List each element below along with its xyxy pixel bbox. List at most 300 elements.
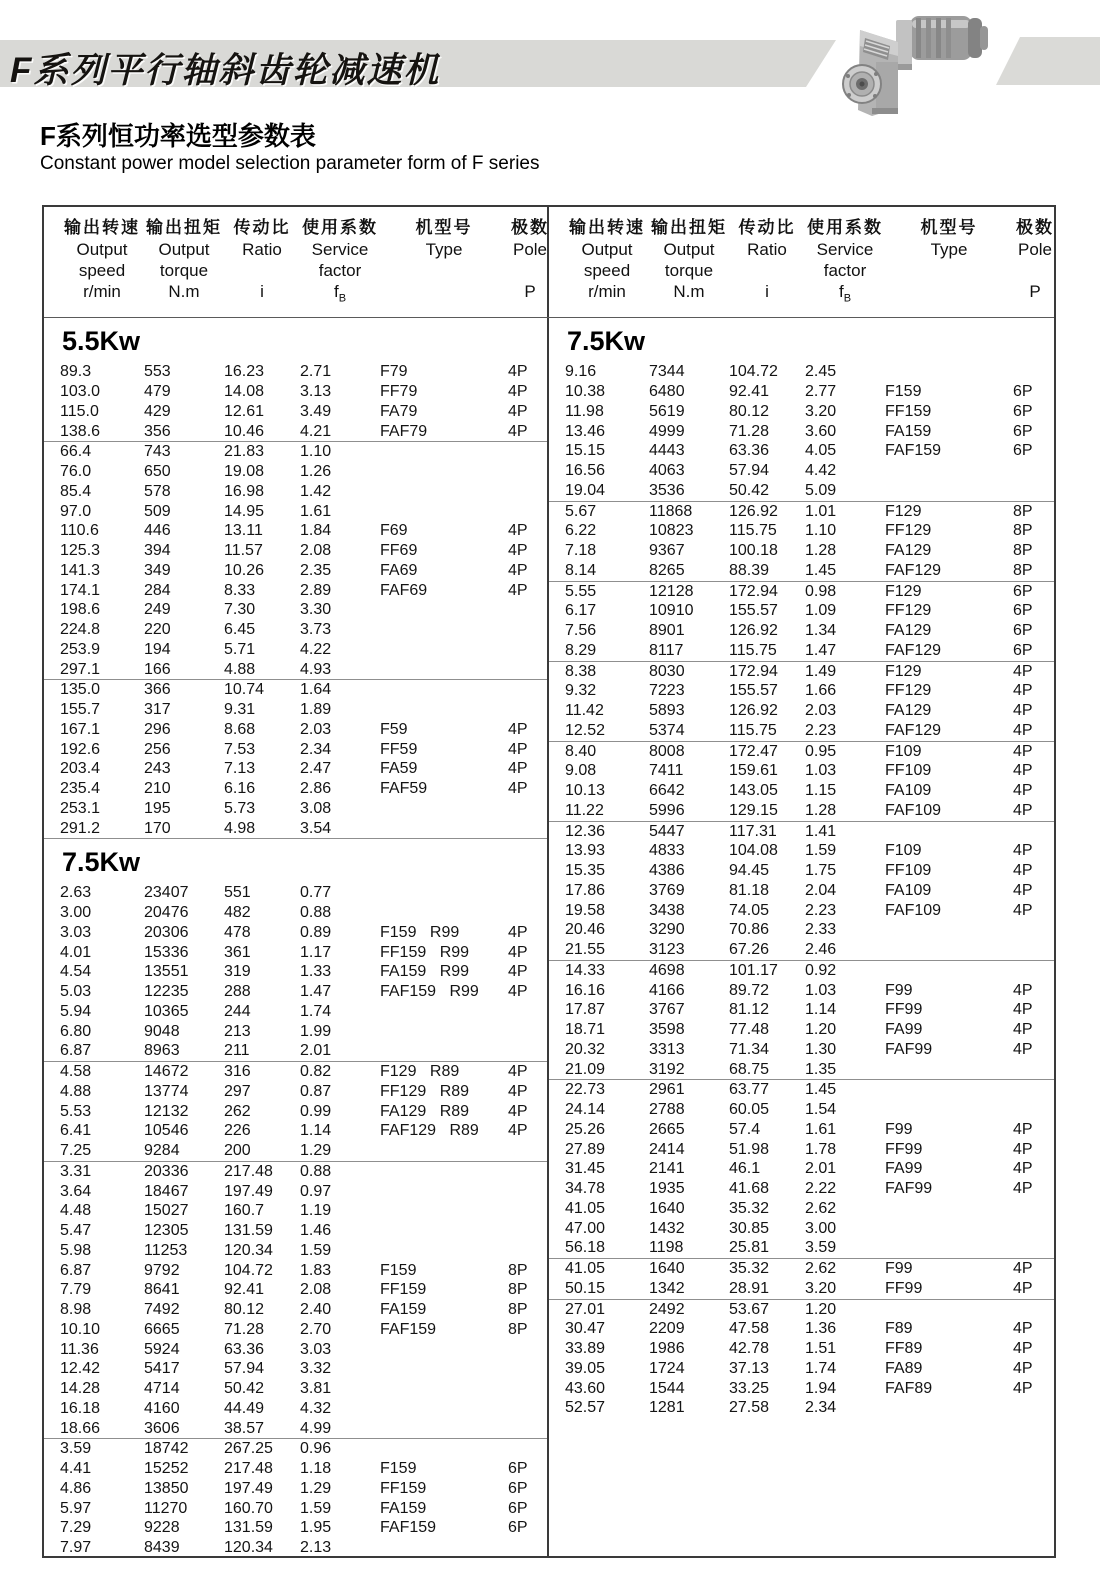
output-speed-value: 4.54 (60, 963, 92, 981)
pole-value (508, 1439, 549, 1459)
pole-value (1013, 481, 1054, 501)
type-value: FAF159 (380, 1320, 437, 1338)
column-header-en (224, 260, 300, 281)
output-speed-value: 3.31 (60, 1162, 92, 1180)
service-factor-value: 2.62 (805, 1199, 837, 1217)
column-header-zh: 使用系数 (807, 218, 883, 237)
column-header-unit: $f_B$ (333, 282, 347, 305)
service-factor-value: 3.30 (300, 601, 332, 619)
pole-value (1013, 1080, 1054, 1100)
column-header-unit: P (1029, 282, 1041, 301)
output-torque-value: 509 (144, 502, 171, 520)
output-speed-value: 8.38 (565, 662, 597, 680)
type-value: F89 (885, 1320, 913, 1338)
pole-value (1013, 362, 1054, 382)
output-torque-value: 7492 (144, 1301, 180, 1319)
pole-value: 8P (508, 1320, 528, 1338)
output-torque-value: 394 (144, 542, 171, 560)
service-factor-value: 3.20 (805, 402, 837, 420)
output-speed-value: 4.58 (60, 1063, 92, 1081)
pole-value: 6P (1013, 602, 1033, 620)
service-factor-value: 2.71 (300, 363, 332, 381)
type-value: FA129 R89 (380, 1102, 470, 1120)
pole-value (1013, 1060, 1054, 1080)
pole-value: 8P (1013, 502, 1033, 520)
output-speed-value: 167.1 (60, 720, 101, 738)
output-speed-value: 66.4 (60, 443, 92, 461)
type-value: FF159 (380, 1281, 427, 1299)
data-block (44, 883, 547, 1061)
pole-value: 4P (508, 983, 528, 1001)
service-factor-value: 2.23 (805, 901, 837, 919)
column-header-en (508, 260, 552, 281)
ratio-value: 57.94 (224, 1360, 265, 1378)
type-value: FF129 (885, 682, 932, 700)
ratio-value: 4.98 (224, 819, 256, 837)
column-header-factor (805, 217, 885, 309)
type-value: FF109 (885, 862, 932, 880)
service-factor-value: 3.13 (300, 383, 332, 401)
type-value (885, 1300, 1013, 1320)
service-factor-value: 2.46 (805, 941, 837, 959)
output-torque-value: 3769 (649, 881, 685, 899)
column-header-zh: 输出扭矩 (146, 218, 222, 237)
output-speed-value: 4.86 (60, 1479, 92, 1497)
output-speed-value: 16.18 (60, 1399, 101, 1417)
type-value: FA99 (885, 1160, 923, 1178)
column-header-en: Service (816, 240, 874, 259)
output-speed-value: 297.1 (60, 660, 101, 678)
ratio-value: 38.57 (224, 1419, 265, 1437)
output-torque-value: 20306 (144, 923, 189, 941)
pole-value (508, 1379, 549, 1399)
pole-value: 8P (1013, 522, 1033, 540)
service-factor-value: 3.60 (805, 422, 837, 440)
type-value: FAF109 (885, 801, 942, 819)
service-factor-value: 1.47 (805, 641, 837, 659)
service-factor-value: 1.45 (805, 1081, 837, 1099)
column-header-zh: 传动比 (738, 218, 796, 237)
output-speed-value: 13.46 (565, 422, 606, 440)
data-block (549, 661, 1054, 741)
type-value: FF129 (885, 602, 932, 620)
type-value: FAF129 (885, 641, 942, 659)
service-factor-value: 2.08 (300, 542, 332, 560)
ratio-value: 71.34 (729, 1040, 770, 1058)
service-factor-value: 1.01 (805, 502, 837, 520)
ratio-value: 211 (224, 1042, 250, 1060)
service-factor-value: 2.45 (805, 363, 837, 381)
output-speed-value: 8.14 (565, 561, 597, 579)
ratio-value: 7.53 (224, 740, 256, 758)
ratio-value: 6.16 (224, 780, 256, 798)
type-value: FA79 (380, 402, 418, 420)
output-torque-value: 6480 (649, 383, 685, 401)
output-speed-value: 6.87 (60, 1261, 92, 1279)
ratio-value: 117.31 (729, 822, 777, 840)
ratio-value: 551 (224, 884, 251, 902)
type-value: FA129 (885, 622, 932, 640)
output-speed-value: 10.10 (60, 1320, 101, 1338)
output-speed-value: 155.7 (60, 701, 101, 719)
output-torque-value: 8439 (144, 1539, 180, 1556)
output-speed-value: 198.6 (60, 601, 101, 619)
service-factor-value: 1.17 (300, 943, 332, 961)
output-torque-value: 11868 (649, 502, 693, 520)
data-block (44, 1161, 547, 1439)
type-value: FF129 (885, 522, 932, 540)
output-speed-value: 19.04 (565, 481, 606, 499)
ratio-value: 12.61 (224, 402, 265, 420)
output-torque-value: 3536 (649, 481, 685, 499)
type-value: FF89 (885, 1340, 923, 1358)
output-torque-value: 8963 (144, 1042, 180, 1060)
type-value (380, 1399, 508, 1419)
pole-value: 4P (508, 923, 528, 941)
pole-value: 4P (508, 720, 528, 738)
type-value: FF59 (380, 740, 418, 758)
service-factor-value: 3.59 (805, 1239, 837, 1257)
service-factor-value: 2.62 (805, 1260, 837, 1278)
pole-value (508, 1141, 549, 1161)
output-torque-value: 18467 (144, 1182, 189, 1200)
type-value (380, 1221, 508, 1241)
type-value (380, 660, 508, 680)
ratio-value: 126.92 (729, 622, 778, 640)
column-header-speed (60, 217, 144, 309)
type-value: F59 (380, 720, 408, 738)
type-value (380, 600, 508, 620)
output-speed-value: 3.00 (60, 904, 92, 922)
ratio-value: 131.59 (224, 1222, 273, 1240)
table-header-right (549, 207, 1054, 317)
type-value: FAF99 (885, 1180, 933, 1198)
pole-value (508, 600, 549, 620)
type-value (380, 799, 508, 819)
ratio-value: 7.30 (224, 601, 256, 619)
column-header-unit: N.m (673, 282, 705, 301)
ratio-value: 172.94 (729, 582, 778, 600)
output-speed-value: 16.16 (565, 981, 606, 999)
output-torque-value: 20336 (144, 1162, 189, 1180)
output-torque-value: 4166 (649, 981, 685, 999)
output-speed-value: 85.4 (60, 482, 92, 500)
service-factor-value: 2.40 (300, 1301, 332, 1319)
type-value: FA129 (885, 702, 932, 720)
pole-value (508, 462, 549, 482)
type-value (885, 920, 1013, 940)
column-header-zh: 机型号 (415, 218, 473, 237)
pole-value: 6P (1013, 422, 1033, 440)
output-torque-value: 15336 (144, 943, 189, 961)
type-value (380, 1439, 508, 1459)
pole-value (508, 903, 549, 923)
type-value (885, 1080, 1013, 1100)
pole-value: 4P (508, 943, 528, 961)
output-torque-value: 8008 (649, 742, 685, 760)
output-torque-value: 13850 (144, 1479, 189, 1497)
pole-value: 4P (1013, 1379, 1033, 1397)
ratio-value: 63.36 (224, 1340, 265, 1358)
service-factor-value: 1.66 (805, 682, 837, 700)
ratio-value: 288 (224, 983, 251, 1001)
ratio-value: 30.85 (729, 1219, 770, 1237)
ratio-value: 80.12 (729, 402, 770, 420)
service-factor-value: 0.96 (300, 1440, 332, 1458)
pole-value (1013, 461, 1054, 481)
service-factor-value: 0.92 (805, 961, 837, 979)
pole-value: 4P (1013, 1040, 1033, 1058)
output-speed-value: 4.01 (60, 943, 92, 961)
ratio-value: 60.05 (729, 1101, 770, 1119)
ratio-value: 6.45 (224, 621, 256, 639)
ratio-value: 131.59 (224, 1519, 273, 1537)
output-speed-value: 8.29 (565, 641, 597, 659)
service-factor-value: 1.20 (805, 1300, 837, 1318)
output-torque-value: 2961 (649, 1081, 685, 1099)
output-speed-value: 24.14 (565, 1101, 606, 1119)
ratio-value: 4.88 (224, 660, 256, 678)
output-speed-value: 12.36 (565, 822, 606, 840)
ratio-value: 81.12 (729, 1001, 770, 1019)
type-value: FA159 (885, 422, 932, 440)
type-value: FA109 (885, 782, 932, 800)
ratio-value: 25.81 (729, 1239, 770, 1257)
type-value: FF69 (380, 542, 418, 560)
type-value (885, 1199, 1013, 1219)
output-speed-value: 9.08 (565, 762, 597, 780)
pole-value: 4P (1013, 1279, 1033, 1297)
output-torque-value: 4999 (649, 422, 685, 440)
pole-value: 4P (1013, 901, 1033, 919)
output-speed-value: 34.78 (565, 1180, 606, 1198)
pole-value: 4P (508, 363, 528, 381)
ratio-value: 101.17 (729, 961, 778, 979)
service-factor-value: 0.89 (300, 923, 332, 941)
service-factor-value: 3.00 (805, 1219, 837, 1237)
column-header-en: Output (76, 240, 128, 259)
type-value: FA109 (885, 881, 932, 899)
service-factor-value: 1.83 (300, 1261, 332, 1279)
output-torque-value: 220 (144, 621, 171, 639)
pole-value: 8P (508, 1261, 528, 1279)
output-speed-value: 41.05 (565, 1199, 606, 1217)
output-torque-value: 4386 (649, 862, 685, 880)
type-value: FAF89 (885, 1379, 933, 1397)
service-factor-value: 3.08 (300, 799, 332, 817)
service-factor-value: 1.64 (300, 681, 332, 699)
output-torque-value: 5619 (649, 402, 685, 420)
service-factor-value: 1.49 (805, 662, 837, 680)
type-value (380, 640, 508, 660)
service-factor-value: 1.34 (805, 622, 837, 640)
pole-value (1013, 920, 1054, 940)
pole-value (508, 1201, 549, 1221)
pole-value (508, 1340, 549, 1360)
output-torque-value: 15027 (144, 1202, 189, 1220)
data-block (549, 581, 1054, 661)
output-speed-value: 21.09 (565, 1060, 606, 1078)
pole-value (508, 680, 549, 700)
ratio-value: 68.75 (729, 1060, 770, 1078)
output-torque-value: 170 (144, 819, 171, 837)
pole-value: 6P (1013, 582, 1033, 600)
output-torque-value: 446 (144, 522, 171, 540)
type-value (380, 442, 508, 462)
output-torque-value: 7223 (649, 682, 685, 700)
ratio-value: 94.45 (729, 862, 770, 880)
output-torque-value: 1935 (649, 1180, 685, 1198)
type-value: FA59 (380, 760, 418, 778)
pole-value: 4P (508, 542, 528, 560)
output-torque-value: 13774 (144, 1082, 189, 1100)
type-value (885, 1219, 1013, 1239)
pole-value (508, 1002, 549, 1022)
output-speed-value: 11.22 (565, 801, 604, 819)
output-torque-value: 9228 (144, 1519, 180, 1537)
output-torque-value: 3123 (649, 941, 685, 959)
type-value (380, 1419, 508, 1439)
pole-value (508, 1022, 549, 1042)
service-factor-value: 2.23 (805, 721, 837, 739)
column-header-zh: 输出转速 (569, 218, 645, 237)
output-torque-value: 3192 (649, 1060, 685, 1078)
type-value: FAF159 (885, 442, 942, 460)
pole-value: 4P (1013, 1359, 1033, 1377)
data-block (44, 441, 547, 679)
column-header-zh: 机型号 (920, 218, 978, 237)
type-value: FA129 (885, 542, 932, 560)
service-factor-value: 3.32 (300, 1360, 332, 1378)
output-speed-value: 47.00 (565, 1219, 606, 1237)
ratio-value: 92.41 (224, 1281, 265, 1299)
pole-value (1013, 1219, 1054, 1239)
output-torque-value: 3438 (649, 901, 685, 919)
data-block (549, 741, 1054, 821)
pole-value: 4P (1013, 1001, 1033, 1019)
pole-value: 4P (508, 422, 528, 440)
pole-value: 4P (1013, 742, 1033, 760)
type-value: FAF99 (885, 1040, 933, 1058)
output-speed-value: 27.01 (565, 1300, 606, 1318)
service-factor-value: 1.74 (300, 1002, 332, 1020)
output-speed-value: 10.38 (565, 383, 606, 401)
column-header-en: Output (158, 240, 210, 259)
output-torque-value: 2209 (649, 1320, 685, 1338)
output-speed-value: 12.52 (565, 721, 606, 739)
pole-value: 4P (1013, 862, 1033, 880)
service-factor-value: 2.03 (805, 702, 837, 720)
service-factor-value: 1.09 (805, 602, 837, 620)
output-speed-value: 5.67 (565, 502, 597, 520)
output-speed-value: 10.13 (565, 782, 606, 800)
output-speed-value: 9.32 (565, 682, 597, 700)
service-factor-value: 0.77 (300, 884, 332, 902)
pole-value: 4P (508, 581, 528, 599)
type-value (380, 1340, 508, 1360)
output-speed-value: 5.98 (60, 1241, 92, 1259)
output-speed-value: 13.93 (565, 842, 606, 860)
output-speed-value: 3.64 (60, 1182, 92, 1200)
type-value: FAF129 (885, 721, 942, 739)
type-value: F69 (380, 522, 408, 540)
type-value: FA89 (885, 1359, 923, 1377)
ratio-value: 8.33 (224, 581, 256, 599)
type-value (885, 1398, 1013, 1418)
service-factor-value: 3.03 (300, 1340, 332, 1358)
service-factor-value: 1.61 (300, 502, 332, 520)
output-speed-value: 6.17 (565, 602, 597, 620)
output-speed-value: 7.79 (60, 1281, 92, 1299)
service-factor-value: 1.54 (805, 1101, 837, 1119)
series-banner-title: F系列平行轴斜齿轮减速机 (10, 51, 441, 90)
ratio-value: 47.58 (729, 1320, 770, 1338)
table-header-left (44, 207, 549, 317)
output-torque-value: 9367 (649, 542, 685, 560)
output-speed-value: 135.0 (60, 681, 101, 699)
pole-value: 4P (508, 963, 528, 981)
pole-value (508, 1182, 549, 1202)
type-value: F159 R99 (380, 923, 460, 941)
ratio-value: 10.46 (224, 422, 265, 440)
column-header-en: torque (159, 261, 209, 280)
pole-value: 6P (1013, 622, 1033, 640)
column-header-en: speed (583, 261, 631, 280)
type-value: FF159 (885, 402, 932, 420)
column-header-zh: 输出扭矩 (651, 218, 727, 237)
output-speed-value: 56.18 (565, 1239, 606, 1257)
ratio-value: 71.28 (729, 422, 770, 440)
service-factor-value: 2.13 (300, 1539, 332, 1556)
output-torque-value: 166 (144, 660, 171, 678)
pole-value (508, 502, 549, 522)
output-speed-value: 17.86 (565, 881, 606, 899)
output-torque-value: 243 (144, 760, 171, 778)
output-speed-value: 18.71 (565, 1021, 606, 1039)
output-torque-value: 6642 (649, 782, 685, 800)
output-speed-value: 7.18 (565, 542, 597, 560)
pole-value: 4P (1013, 1021, 1033, 1039)
pole-value: 8P (508, 1281, 528, 1299)
output-torque-value: 2788 (649, 1101, 685, 1119)
type-value (885, 1060, 1013, 1080)
pole-value: 4P (1013, 881, 1033, 899)
service-factor-value: 3.54 (300, 819, 332, 837)
pole-value (508, 1241, 549, 1261)
output-speed-value: 20.32 (565, 1040, 606, 1058)
type-value: FAF159 (380, 1519, 437, 1537)
output-speed-value: 6.41 (60, 1122, 92, 1140)
output-speed-value: 15.35 (565, 862, 606, 880)
service-factor-value: 2.77 (805, 383, 837, 401)
ratio-value: 70.86 (729, 921, 770, 939)
output-torque-value: 4833 (649, 842, 685, 860)
type-value: F129 (885, 582, 922, 600)
output-speed-value: 5.55 (565, 582, 597, 600)
service-factor-value: 4.22 (300, 640, 332, 658)
column-header-en: factor (318, 261, 362, 280)
output-speed-value: 3.03 (60, 923, 92, 941)
pole-value: 4P (1013, 981, 1033, 999)
page-title: F系列恒功率选型参数表 (40, 121, 316, 151)
service-factor-value: 1.51 (805, 1340, 837, 1358)
output-speed-value: 253.9 (60, 640, 101, 658)
output-torque-value: 7344 (649, 363, 685, 381)
column-header-unit: P (524, 282, 536, 301)
data-block (549, 821, 1054, 960)
output-speed-value: 9.16 (565, 363, 597, 381)
output-speed-value: 76.0 (60, 463, 92, 481)
